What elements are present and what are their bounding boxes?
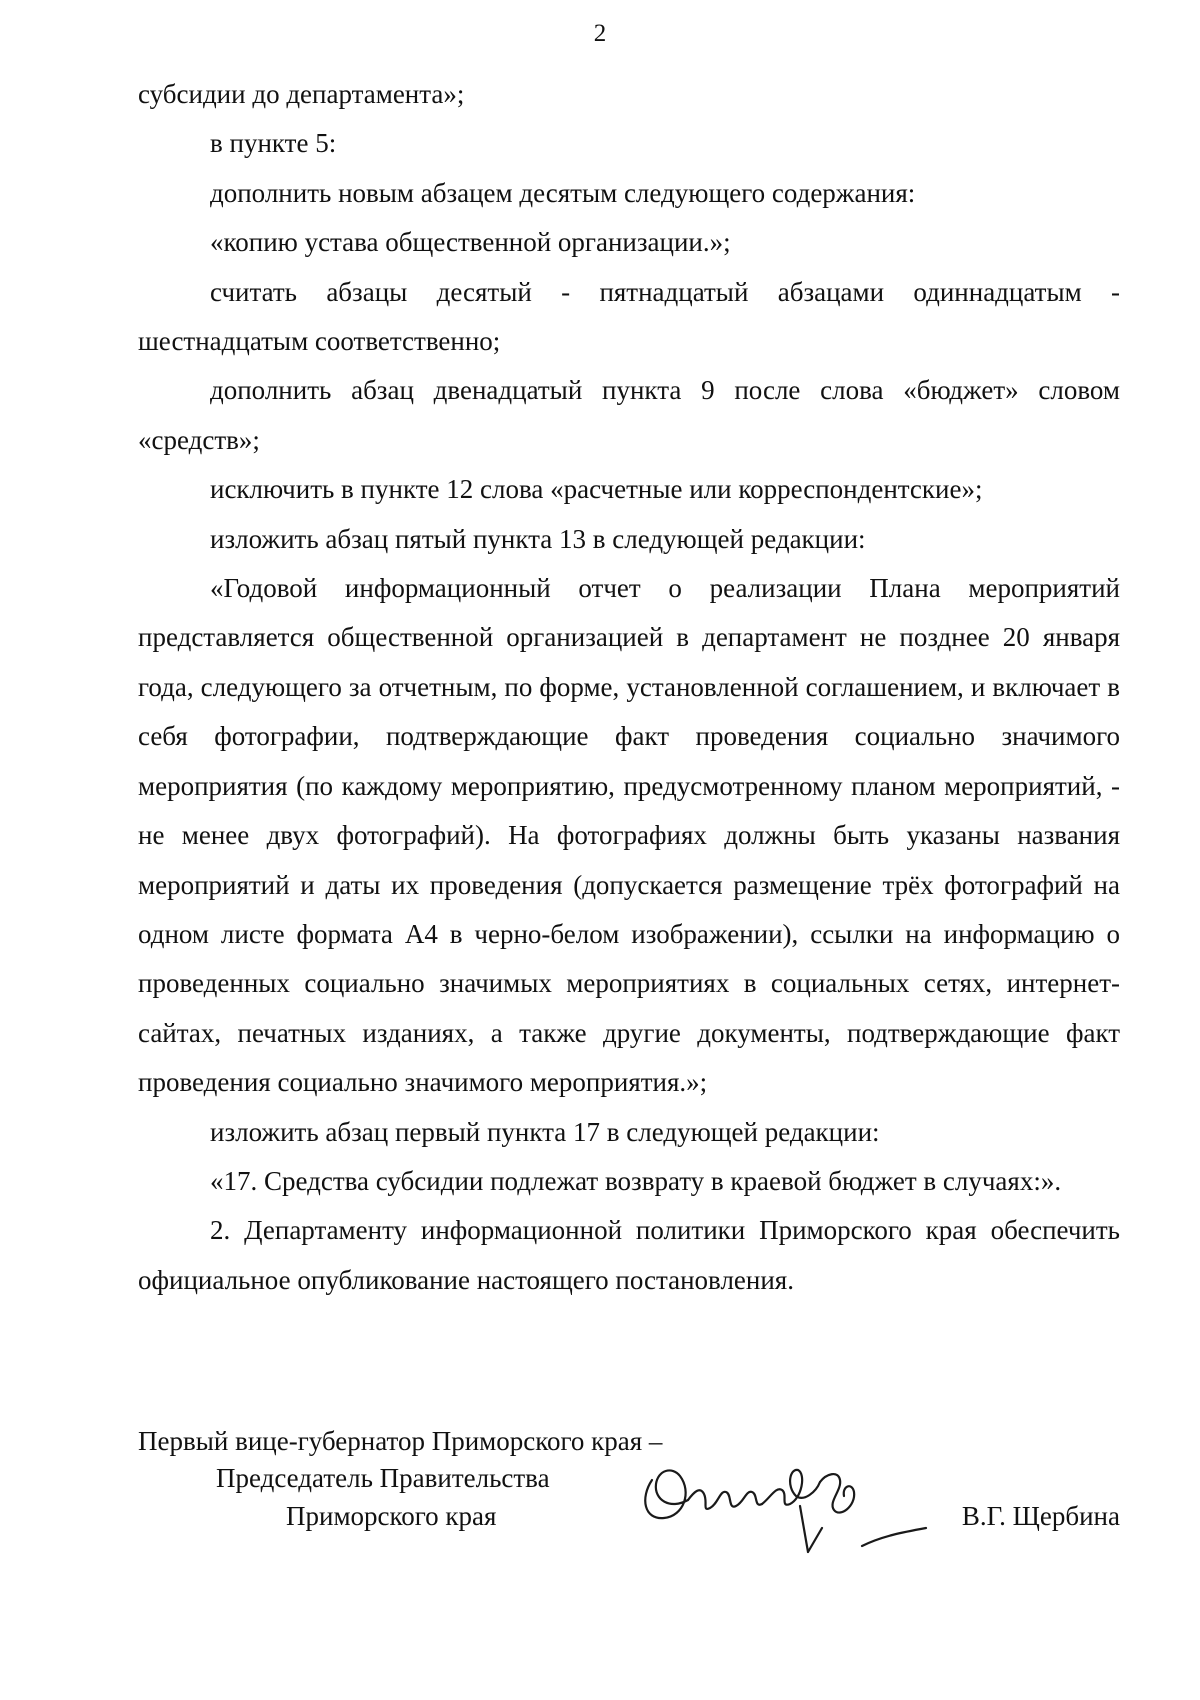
paragraph: субсидии до департамента»;: [138, 79, 465, 109]
paragraph: «Годовой информационный отчет о реализации Плана мероприятий представляется общественной организацией в департамент не позднее 20 января года, следующего за отчетным, по форме, установленной соглашением, и включает в себя фотографии, подтверждающие факт проведения социально значимого мероприятия (по каждому мероприятию, предусмотренному планом мероприятий, - не менее двух фотографий). На фотографиях должны быть указаны названия мероприятий и даты их проведения (допускается размещение трёх фотографий на одном листе формата А4 в черно-белом изображении), ссылки на информацию о проведенных социально значимых мероприятиях в социальных сетях, интернет-сайтах, печатных изданиях, а также другие документы, подтверждающие факт проведения социально значимого мероприятия.»;: [138, 573, 1120, 1098]
paragraph: исключить в пункте 12 слова «расчетные или корреспондентские»;: [210, 474, 983, 505]
page-number: 2: [593, 20, 607, 47]
signatory-title-line-1: Первый вице-губернатор Приморского края –: [138, 1426, 663, 1456]
signatory-title-line-2: Председатель Правительства: [216, 1463, 550, 1493]
paragraph: «17. Средства субсидии подлежат возврату в краевой бюджет в случаях:».: [210, 1165, 1062, 1196]
paragraph: считать абзацы десятый - пятнадцатый абзацами одиннадцатым - шестнадцатым соответственно;: [138, 276, 1120, 357]
signatory-name: В.Г. Щербина: [961, 1501, 1120, 1531]
paragraph: дополнить новым абзацем десятым следующего содержания:: [210, 177, 916, 208]
signatory-title-line-3: Приморского края: [286, 1501, 497, 1531]
signature-block: [138, 1423, 1120, 1553]
document-body: [138, 70, 1120, 1305]
paragraph: изложить абзац пятый пункта 13 в следующей редакции:: [210, 523, 866, 554]
handwritten-signature: [630, 1440, 950, 1570]
paragraph: изложить абзац первый пункта 17 в следующей редакции:: [210, 1116, 880, 1147]
paragraph: дополнить абзац двенадцатый пункта 9 после слова «бюджет» словом «средств»;: [138, 375, 1120, 455]
paragraph: «копию устава общественной организации.»;: [210, 227, 731, 258]
paragraph: в пункте 5:: [210, 128, 337, 159]
paragraph: 2. Департаменту информационной политики Приморского края обеспечить официальное опубликование настоящего постановления.: [138, 1215, 1120, 1295]
